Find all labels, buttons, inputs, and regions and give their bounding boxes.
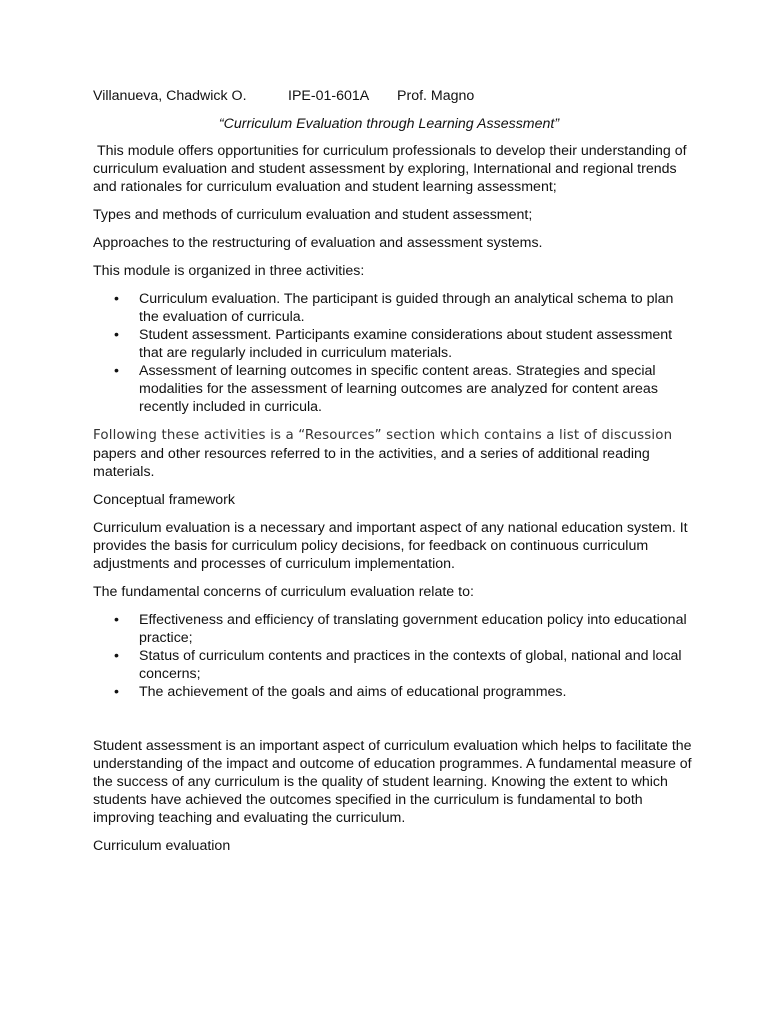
concerns-intro: The fundamental concerns of curriculum evaluation relate to: xyxy=(93,584,474,600)
final-heading: Curriculum evaluation xyxy=(93,838,231,854)
author-name: Villanueva, Chadwick O. xyxy=(93,88,247,104)
resources-first-line: Following these activities is a “Resources” section which contains a list of discussion xyxy=(93,428,673,443)
types-paragraph: Types and methods of curriculum evaluation and student assessment; xyxy=(93,207,533,223)
activities-list xyxy=(93,290,693,416)
conceptual-paragraph: Curriculum evaluation is a necessary and important aspect of any national education system. It provides the basis for curriculum policy decisions, for feedback on continuous curriculum adjustments and processes of curriculum implementation. xyxy=(93,520,688,572)
resources-rest: papers and other resources referred to in the activities, and a series of additional reading materials. xyxy=(93,446,650,480)
list-item: • Curriculum evaluation. The participant is guided through an analytical schema to plan the evaluation of curricula. xyxy=(93,290,693,326)
course-code: IPE-01-601A xyxy=(288,88,370,104)
list-item: • The achievement of the goals and aims of educational programmes. xyxy=(93,683,693,701)
approaches-paragraph: Approaches to the restructuring of evaluation and assessment systems. xyxy=(93,235,543,251)
document-body xyxy=(93,87,693,855)
list-item: • Effectiveness and efficiency of translating government education policy into educational practice; xyxy=(93,611,693,647)
resources-paragraph xyxy=(93,426,693,481)
list-item: • Status of curriculum contents and practices in the contexts of global, national and local concerns; xyxy=(93,647,693,683)
conceptual-heading: Conceptual framework xyxy=(93,492,235,508)
list-item: • Student assessment. Participants examine considerations about student assessment that are regularly included in curriculum materials. xyxy=(93,326,693,362)
document-title: “Curriculum Evaluation through Learning Assessment” xyxy=(218,116,560,132)
student-assessment-paragraph: Student assessment is an important aspect of curriculum evaluation which helps to facilitate the understanding of the impact and outcome of education programmes. A fundamental measure of the success of any curriculum is the quality of student learning. Knowing the extent to which students have achieved the outcomes specified in the curriculum is fundamental to both improving teaching and evaluating the curriculum. xyxy=(93,738,692,826)
list-item: • Assessment of learning outcomes in specific content areas. Strategies and special modalities for the assessment of learning outcomes are analyzed for content areas recently included in curricula. xyxy=(93,362,693,416)
organized-paragraph: This module is organized in three activities: xyxy=(93,263,365,279)
concerns-list xyxy=(93,611,693,701)
intro-paragraph: This module offers opportunities for curriculum professionals to develop their understanding of curriculum evaluation and student assessment by exploring, International and regional trends and rationales for curriculum evaluation and student learning assessment; xyxy=(93,143,691,195)
header-line xyxy=(93,87,693,105)
professor-name: Prof. Magno xyxy=(397,88,475,104)
